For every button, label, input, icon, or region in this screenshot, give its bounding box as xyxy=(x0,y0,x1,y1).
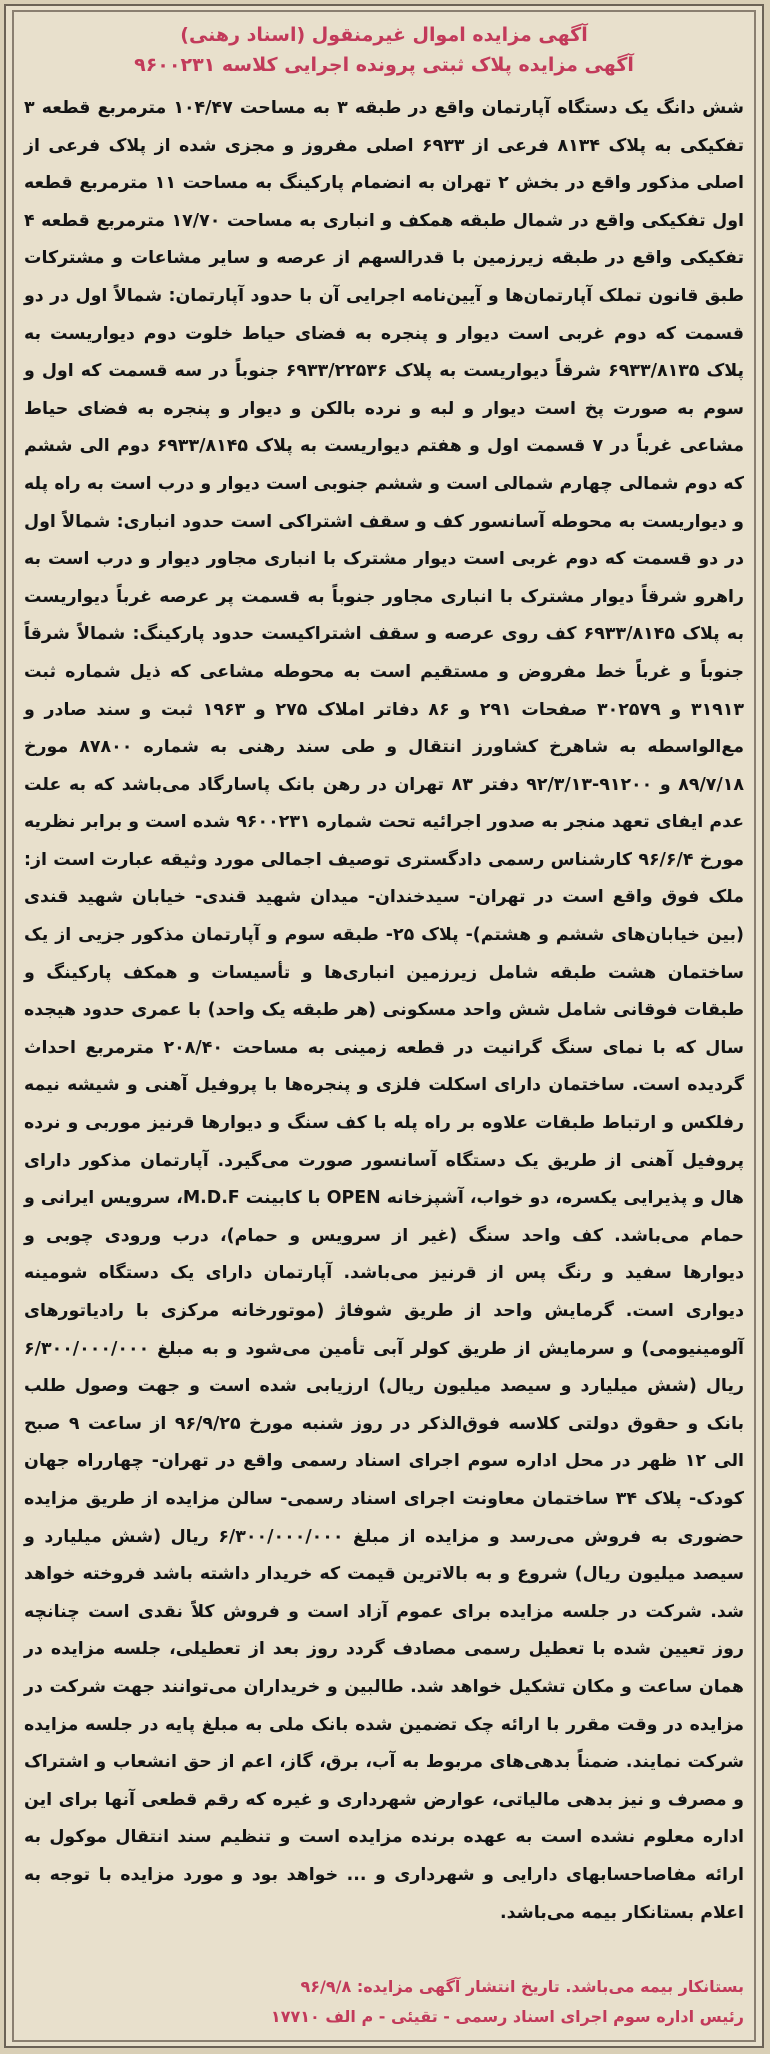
publication-date-line: بستانکار بیمه می‌باشد. تاریخ انتشار آگهی مزایده: ۹۶/۹/۸ xyxy=(300,1977,744,1996)
notice-title: آگهی مزایده اموال غیرمنقول (اسناد رهنی) xyxy=(180,24,588,46)
notice-body: شش دانگ یک دستگاه آپارتمان واقع در طبقه ۳ به مساحت ۱۰۴/۴۷ مترمربع قطعه ۳ تفکیکی به پلاک ۸۱۳۴ فرعی از ۶۹۳۳ اصلی مفروز و مجزی شده از پلاک فرعی از اصلی مذکور واقع در بخش ۲ تهران به انضمام پارکینگ به مساحت ۱۱ مترمربع قطعه اول تفکیکی واقع در شمال طبقه همکف و انباری به مساحت ۱۷/۷۰ مترمربع قطعه ۴ تفکیکی واقع در طبقه زیرزمین با قدرالسهم از عرصه و سایر مشاعات و مشترکات طبق قانون تملک آپارتمان‌ها و آیین‌نامه اجرایی آن با حدود آپارتمان: شمالاً اول در دو قسمت که دوم غربی است دیوار و پنجره به فضای حیاط خلوت دوم دیواریست به پلاک ۶۹۳۳/۸۱۳۵ شرقاً دیواریست به پلاک ۶۹۳۳/۲۲۵۳۶ جنوباً در سه قسمت که اول و سوم به صورت پخ است دیوار و لبه و نرده بالکن و دیوار و پنجره به فضای حیاط مشاعی غرباً در ۷ قسمت اول و هفتم دیواریست به پلاک ۶۹۳۳/۸۱۴۵ دوم الی ششم که دوم شمالی چهارم شمالی است و ششم جنوبی است دیوار و درب است به راه پله و دیواریست به محوطه آسانسور کف و سقف اشتراکی است حدود انباری: شمالاً اول در دو قسمت که دوم غربی است دیوار مشترک با انباری مجاور دیوار و درب است به راهرو شرقاً دیوار مشترک با انباری مجاور جنوباً به قسمت پر عرصه غرباً دیواریست به پلاک ۶۹۳۳/۸۱۴۵ کف روی عرصه و سقف اشتراکیست حدود پارکینگ: شمالاً شرقاً جنوباً و غرباً خط مفروض و مستقیم است به محوطه مشاعی که ذیل شماره ثبت ۳۱۹۱۳ و ۳۰۲۵۷۹ صفحات ۲۹۱ و ۸۶ دفاتر املاک ۲۷۵ و ۱۹۶۳ ثبت و سند صادر و مع‌الواسطه به شاهرخ کشاورز انتقال و طی سند رهنی به شماره ۸۷۸۰۰ مورخ ۸۹/۷/۱۸ و ۹۱۲۰۰-۹۲/۳/۱۳ دفتر ۸۳ تهران در رهن بانک پاسارگاد می‌باشد که به علت عدم ایفای تعهد منجر به صدور اجرائیه تحت شماره ۹۶۰۰۲۳۱ شده است و برابر نظریه مورخ ۹۶/۶/۴ کارشناس رسمی دادگستری توصیف اجمالی مورد وثیقه عبارت است از: ملک فوق واقع است در تهران- سیدخندان- میدان شهید قندی- خیابان شهید قندی (بین خیابان‌های ششم و هشتم)- پلاک ۲۵- طبقه سوم و آپارتمان مذکور جزیی از یک ساختمان هشت طبقه شامل زیرزمین انباری‌ها و تأسیسات و همکف پارکینگ و طبقات فوقانی شامل شش واحد مسکونی (هر طبقه یک واحد) با عمری حدود هیجده سال که با نمای سنگ گرانیت در قطعه زمینی به مساحت ۲۰۸/۴۰ مترمربع احداث گردیده است. ساختمان دارای اسکلت فلزی و پنجره‌ها با پروفیل آهنی و شیشه نیمه رفلکس و ارتباط طبقات علاوه بر راه پله با کف سنگ و دیوارها قرنیز موربی و نرده پروفیل آهنی از طریق یک دستگاه آسانسور صورت می‌گیرد. آپارتمان مذکور دارای هال و پذیرایی یکسره، دو خواب، آشپزخانه OPEN با کابینت M.D.F، سرویس ایرانی و حمام می‌باشد. کف واحد سنگ (غیر از سرویس و حمام)، درب ورودی چوبی و دیوارها سفید و رنگ پس از قرنیز می‌باشد. آپارتمان دارای یک دستگاه شومینه دیواری است. گرمایش واحد از طریق شوفاژ (موتورخانه مرکزی با رادیاتورهای آلومینیومی) و سرمایش از طریق کولر آبی تأمین می‌شود و به مبلغ ۶/۳۰۰/۰۰۰/۰۰۰ ریال (شش میلیارد و سیصد میلیون ریال) ارزیابی شده است و جهت وصول طلب بانک و حقوق دولتی کلاسه فوق‌الذکر در روز شنبه مورخ ۹۶/۹/۲۵ از ساعت ۹ صبح الی ۱۲ ظهر در محل اداره سوم اجرای اسناد رسمی واقع در تهران- چهارراه جهان کودک- پلاک ۳۴ ساختمان معاونت اجرای اسناد رسمی- سالن مزایده از طریق مزایده حضوری به فروش می‌رسد و مزایده از مبلغ ۶/۳۰۰/۰۰۰/۰۰۰ ریال (شش میلیارد و سیصد میلیون ریال) شروع و به بالاترین قیمت که خریدار داشته باشد فروخته خواهد شد. شرکت در جلسه مزایده برای عموم آزاد است و فروش کلاً نقدی است چنانچه روز تعیین شده با تعطیل رسمی مصادف گردد روز بعد از تعطیلی، جلسه مزایده در همان ساعت و مکان تشکیل خواهد شد. طالبین و خریداران می‌توانند جهت شرکت در مزایده در وقت مقرر با ارائه چک تضمین شده بانک ملی به مبلغ پایه در جلسه مزایده شرکت نمایند. ضمناً بدهی‌های مربوط به آب، برق، گاز، اعم از حق انشعاب و اشتراک و مصرف و نیز بدهی مالیاتی، عوارض شهرداری و غیره که رقم قطعی آنها برای این اداره معلوم نشده است به عهده برنده مزایده است و تنظیم سند انتقال موکول به ارائه مفاصاحسابهای دارایی و شهرداری و ... خواهد بود و مورد مزایده با توجه به اعلام بستانکار بیمه می‌باشد. xyxy=(24,98,745,1923)
notice-subtitle: آگهی مزایده پلاک ثبتی پرونده اجرایی کلاسه ۹۶۰۰۲۳۱ xyxy=(134,54,634,76)
notice-footer xyxy=(24,1972,744,2032)
newspaper-clipping xyxy=(4,4,764,2048)
signature-line: رئیس اداره سوم اجرای اسناد رسمی - تقیئی - م الف ۱۷۷۱۰ xyxy=(270,2007,744,2026)
notice-frame xyxy=(12,10,756,2042)
